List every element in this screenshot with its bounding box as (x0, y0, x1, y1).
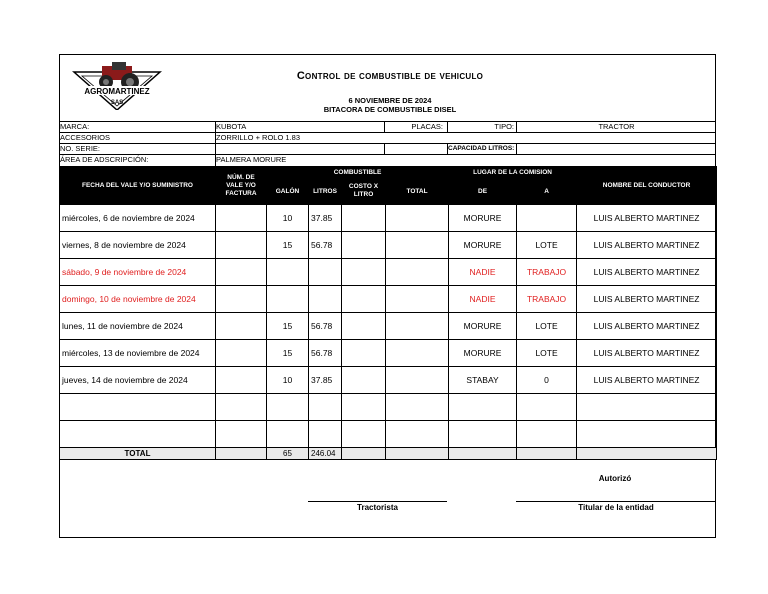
table-row (60, 394, 717, 421)
cell-galon[interactable]: 10 (267, 205, 309, 232)
cell-fecha[interactable]: miércoles, 6 de noviembre de 2024 (60, 205, 216, 232)
tipo-value[interactable]: TRACTOR (598, 122, 635, 131)
cell-fecha[interactable]: viernes, 8 de noviembre de 2024 (60, 232, 216, 259)
cell-de[interactable]: MORURE (449, 232, 517, 259)
table-row (60, 313, 717, 340)
totals-row (60, 448, 717, 460)
cell-fecha[interactable]: domingo, 10 de noviembre de 2024 (60, 286, 216, 313)
cell-conductor[interactable]: LUIS ALBERTO MARTINEZ (577, 367, 717, 394)
cell-galon[interactable] (267, 259, 309, 286)
totals-total (386, 448, 449, 460)
cell-a[interactable]: LOTE (517, 313, 577, 340)
cell-galon[interactable]: 15 (267, 340, 309, 367)
cell-litros[interactable]: 56.78 (309, 313, 342, 340)
col-fecha: FECHA DEL VALE Y/O SUMINISTRO (60, 167, 216, 205)
info-row-marca (59, 121, 716, 132)
cell-litros[interactable]: 56.78 (309, 232, 342, 259)
cell-fecha[interactable] (60, 394, 216, 421)
totals-conductor (577, 448, 717, 460)
form-title: Control de combustible de vehiculo (296, 70, 484, 82)
table-row (60, 232, 717, 259)
cell-litros[interactable]: 56.78 (309, 340, 342, 367)
table-row (60, 205, 717, 232)
cell-total[interactable] (386, 205, 449, 232)
cell-litros[interactable] (309, 394, 342, 421)
cell-galon[interactable]: 10 (267, 367, 309, 394)
cell-a[interactable]: LOTE (517, 340, 577, 367)
area-label: ÁREA DE ADSCRIPCIÓN: (60, 155, 149, 164)
cell-total[interactable] (386, 259, 449, 286)
area-value[interactable]: PALMERA MORURE (216, 155, 287, 164)
cell-costo[interactable] (342, 340, 386, 367)
cell-de[interactable] (449, 394, 517, 421)
marca-value[interactable]: KUBOTA (216, 122, 247, 131)
cell-de[interactable] (449, 421, 517, 448)
accesorios-value[interactable]: ZORRILLO + ROLO 1.83 (216, 133, 300, 142)
serie-label: NO. SERIE: (60, 144, 101, 153)
cell-total[interactable] (386, 367, 449, 394)
info-row-area (59, 154, 716, 165)
cell-costo[interactable] (342, 259, 386, 286)
cell-fecha[interactable]: lunes, 11 de noviembre de 2024 (60, 313, 216, 340)
cell-vale[interactable] (216, 205, 267, 232)
cell-de[interactable]: MORURE (449, 205, 517, 232)
svg-text:SAS: SAS (110, 100, 124, 106)
cell-costo[interactable] (342, 367, 386, 394)
cell-vale[interactable] (216, 286, 267, 313)
cell-fecha[interactable] (60, 421, 216, 448)
cell-conductor[interactable]: LUIS ALBERTO MARTINEZ (577, 286, 717, 313)
titular-signature-line (516, 501, 716, 502)
cell-fecha[interactable]: jueves, 14 de noviembre de 2024 (60, 367, 216, 394)
cell-de[interactable]: NADIE (449, 286, 517, 313)
cell-conductor[interactable]: LUIS ALBERTO MARTINEZ (577, 259, 717, 286)
cell-galon[interactable] (267, 286, 309, 313)
accesorios-label: ACCESORIOS (60, 133, 111, 142)
cell-litros[interactable] (309, 286, 342, 313)
titular-label: Titular de la entidad (578, 503, 654, 512)
col-combustible: COMBUSTIBLE (267, 167, 449, 178)
totals-label: TOTAL (60, 448, 216, 460)
cell-a[interactable] (517, 394, 577, 421)
table-row (60, 259, 717, 286)
autorizo-label: Autorizó (598, 474, 632, 483)
table-row (60, 421, 717, 448)
cell-total[interactable] (386, 286, 449, 313)
cell-costo[interactable] (342, 394, 386, 421)
cell-litros[interactable]: 37.85 (309, 205, 342, 232)
cell-a[interactable]: LOTE (517, 232, 577, 259)
cell-de[interactable]: NADIE (449, 259, 517, 286)
cell-litros[interactable] (309, 421, 342, 448)
svg-text:AGROMARTINEZ: AGROMARTINEZ (84, 87, 150, 96)
table-row (60, 286, 717, 313)
cell-vale[interactable] (216, 259, 267, 286)
cell-total[interactable] (386, 340, 449, 367)
col-conductor: NOMBRE DEL CONDUCTOR (577, 167, 717, 205)
cell-costo[interactable] (342, 286, 386, 313)
info-row-accesorios (59, 132, 716, 143)
col-litros: LITROS (309, 178, 342, 205)
col-lugar: LUGAR DE LA COMISION (449, 167, 577, 178)
cell-a[interactable] (517, 421, 577, 448)
cell-total[interactable] (386, 421, 449, 448)
cell-a[interactable]: TRABAJO (517, 286, 577, 313)
cell-costo[interactable] (342, 313, 386, 340)
col-galon: GALÓN (267, 178, 309, 205)
table-row (60, 367, 717, 394)
cell-conductor[interactable] (577, 394, 717, 421)
totals-costo (342, 448, 386, 460)
totals-de (449, 448, 517, 460)
form-subtitle (180, 96, 600, 114)
form-log-title: BITACORA DE COMBUSTIBLE DISEL (323, 105, 457, 114)
totals-vale (216, 448, 267, 460)
cell-fecha[interactable]: sábado, 9 de noviembre de 2024 (60, 259, 216, 286)
cell-galon[interactable]: 15 (267, 232, 309, 259)
fuel-log-table (59, 166, 717, 460)
marca-label: MARCA: (60, 122, 90, 131)
cell-galon[interactable] (267, 394, 309, 421)
cell-litros[interactable]: 37.85 (309, 367, 342, 394)
cell-conductor[interactable]: LUIS ALBERTO MARTINEZ (577, 232, 717, 259)
tipo-label: TIPO: (494, 122, 514, 131)
cell-conductor[interactable]: LUIS ALBERTO MARTINEZ (577, 340, 717, 367)
col-costo: COSTO X LITRO (342, 178, 386, 205)
cell-de[interactable]: MORURE (449, 340, 517, 367)
cell-galon[interactable] (267, 421, 309, 448)
agromartinez-logo (72, 60, 162, 110)
tractorista-label: Tractorista (357, 503, 398, 512)
cell-costo[interactable] (342, 232, 386, 259)
cell-galon[interactable]: 15 (267, 313, 309, 340)
cell-vale[interactable] (216, 421, 267, 448)
cell-vale[interactable] (216, 313, 267, 340)
tractorista-signature-line (308, 501, 447, 502)
capacidad-label: CAPACIDAD LITROS: (448, 145, 515, 152)
cell-conductor[interactable] (577, 421, 717, 448)
cell-costo[interactable] (342, 205, 386, 232)
col-a: A (517, 178, 577, 205)
cell-total[interactable] (386, 394, 449, 421)
cell-costo[interactable] (342, 421, 386, 448)
cell-de[interactable]: STABAY (449, 367, 517, 394)
col-total: TOTAL (386, 178, 449, 205)
col-de: DE (449, 178, 517, 205)
cell-vale[interactable] (216, 340, 267, 367)
table-row (60, 340, 717, 367)
totals-litros: 246.04 (309, 448, 342, 460)
totals-a (517, 448, 577, 460)
placas-label: PLACAS: (411, 122, 443, 131)
col-vale: NÚM. DE VALE Y/O FACTURA (216, 167, 267, 205)
cell-conductor[interactable]: LUIS ALBERTO MARTINEZ (577, 313, 717, 340)
cell-fecha[interactable]: miércoles, 13 de noviembre de 2024 (60, 340, 216, 367)
cell-litros[interactable] (309, 259, 342, 286)
cell-total[interactable] (386, 313, 449, 340)
cell-total[interactable] (386, 232, 449, 259)
cell-conductor[interactable]: LUIS ALBERTO MARTINEZ (577, 205, 717, 232)
cell-a[interactable]: 0 (517, 367, 577, 394)
cell-de[interactable]: MORURE (449, 313, 517, 340)
cell-vale[interactable] (216, 232, 267, 259)
cell-a[interactable] (517, 205, 577, 232)
totals-galon: 65 (267, 448, 309, 460)
cell-vale[interactable] (216, 394, 267, 421)
form-date: 6 NOVIEMBRE DE 2024 (348, 96, 432, 105)
cell-vale[interactable] (216, 367, 267, 394)
info-row-serie (59, 143, 716, 154)
cell-a[interactable]: TRABAJO (517, 259, 577, 286)
